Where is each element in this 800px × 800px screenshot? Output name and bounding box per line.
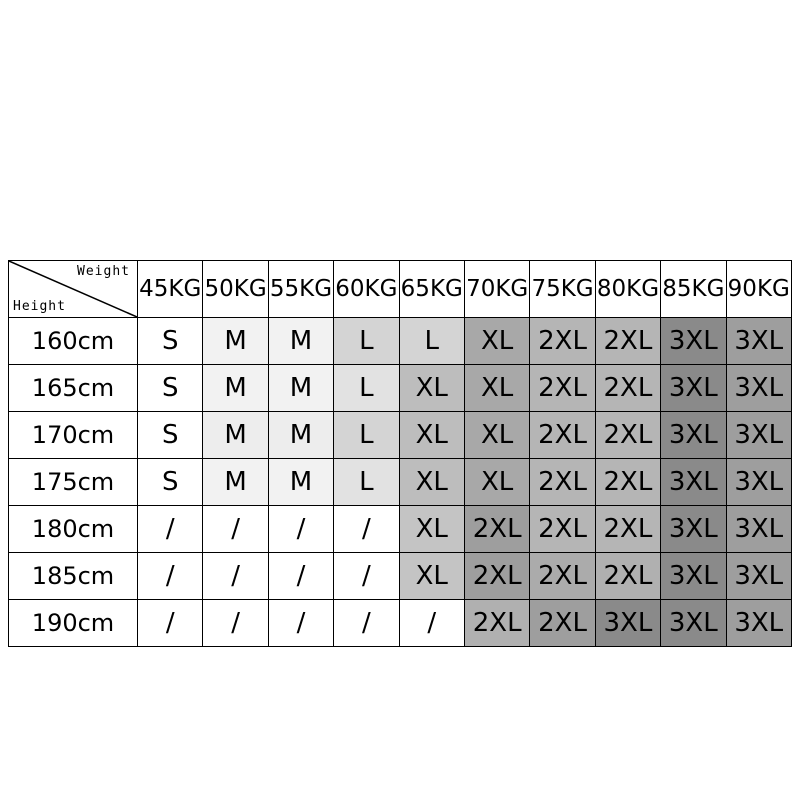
cell-160cm-90kg: 3XL [726,318,791,365]
cell-175cm-50kg: M [203,459,268,506]
table-row [9,459,792,506]
cell-170cm-90kg: 3XL [726,412,791,459]
column-header-75kg: 75KG [530,261,595,318]
cell-190cm-85kg: 3XL [661,600,726,647]
table-row [9,553,792,600]
column-header-60kg: 60KG [334,261,399,318]
cell-180cm-90kg: 3XL [726,506,791,553]
cell-185cm-75kg: 2XL [530,553,595,600]
corner-cell [9,261,138,318]
cell-185cm-90kg: 3XL [726,553,791,600]
cell-160cm-50kg: M [203,318,268,365]
cell-185cm-80kg: 2XL [595,553,660,600]
table-row [9,506,792,553]
cell-170cm-75kg: 2XL [530,412,595,459]
cell-165cm-50kg: M [203,365,268,412]
cell-175cm-55kg: M [268,459,333,506]
row-header-180cm: 180cm [9,506,138,553]
cell-190cm-55kg: / [268,600,333,647]
cell-160cm-65kg: L [399,318,464,365]
column-header-85kg: 85KG [661,261,726,318]
column-header-50kg: 50KG [203,261,268,318]
cell-185cm-60kg: / [334,553,399,600]
column-header-65kg: 65KG [399,261,464,318]
weight-axis-label: Weight [77,264,130,279]
cell-190cm-70kg: 2XL [464,600,529,647]
cell-160cm-70kg: XL [464,318,529,365]
cell-165cm-45kg: S [138,365,203,412]
cell-175cm-60kg: L [334,459,399,506]
cell-180cm-55kg: / [268,506,333,553]
column-header-45kg: 45KG [138,261,203,318]
table-body [9,318,792,647]
cell-185cm-55kg: / [268,553,333,600]
cell-190cm-90kg: 3XL [726,600,791,647]
cell-190cm-75kg: 2XL [530,600,595,647]
cell-185cm-50kg: / [203,553,268,600]
cell-165cm-70kg: XL [464,365,529,412]
cell-180cm-65kg: XL [399,506,464,553]
row-header-175cm: 175cm [9,459,138,506]
table-header [9,261,792,318]
cell-165cm-60kg: L [334,365,399,412]
cell-170cm-60kg: L [334,412,399,459]
cell-170cm-55kg: M [268,412,333,459]
cell-165cm-80kg: 2XL [595,365,660,412]
height-axis-label: Height [13,299,66,314]
cell-190cm-50kg: / [203,600,268,647]
cell-185cm-65kg: XL [399,553,464,600]
cell-175cm-90kg: 3XL [726,459,791,506]
table-row [9,600,792,647]
cell-175cm-45kg: S [138,459,203,506]
column-header-55kg: 55KG [268,261,333,318]
cell-165cm-75kg: 2XL [530,365,595,412]
cell-180cm-60kg: / [334,506,399,553]
size-chart-table [8,260,792,647]
cell-190cm-45kg: / [138,600,203,647]
cell-170cm-70kg: XL [464,412,529,459]
column-header-80kg: 80KG [595,261,660,318]
column-header-90kg: 90KG [726,261,791,318]
cell-180cm-45kg: / [138,506,203,553]
size-chart-container [8,260,792,647]
cell-190cm-65kg: / [399,600,464,647]
cell-160cm-60kg: L [334,318,399,365]
cell-175cm-75kg: 2XL [530,459,595,506]
row-header-170cm: 170cm [9,412,138,459]
cell-180cm-80kg: 2XL [595,506,660,553]
cell-190cm-80kg: 3XL [595,600,660,647]
row-header-165cm: 165cm [9,365,138,412]
cell-160cm-55kg: M [268,318,333,365]
cell-165cm-65kg: XL [399,365,464,412]
cell-185cm-70kg: 2XL [464,553,529,600]
table-row [9,412,792,459]
cell-190cm-60kg: / [334,600,399,647]
cell-170cm-65kg: XL [399,412,464,459]
cell-170cm-50kg: M [203,412,268,459]
cell-180cm-85kg: 3XL [661,506,726,553]
row-header-160cm: 160cm [9,318,138,365]
cell-165cm-55kg: M [268,365,333,412]
cell-180cm-70kg: 2XL [464,506,529,553]
cell-170cm-45kg: S [138,412,203,459]
cell-175cm-85kg: 3XL [661,459,726,506]
cell-180cm-75kg: 2XL [530,506,595,553]
cell-170cm-80kg: 2XL [595,412,660,459]
cell-175cm-70kg: XL [464,459,529,506]
header-row [9,261,792,318]
column-header-70kg: 70KG [464,261,529,318]
cell-175cm-65kg: XL [399,459,464,506]
cell-165cm-90kg: 3XL [726,365,791,412]
table-row [9,318,792,365]
cell-175cm-80kg: 2XL [595,459,660,506]
cell-180cm-50kg: / [203,506,268,553]
row-header-185cm: 185cm [9,553,138,600]
table-row [9,365,792,412]
cell-160cm-85kg: 3XL [661,318,726,365]
cell-185cm-85kg: 3XL [661,553,726,600]
cell-160cm-80kg: 2XL [595,318,660,365]
cell-185cm-45kg: / [138,553,203,600]
cell-170cm-85kg: 3XL [661,412,726,459]
cell-160cm-75kg: 2XL [530,318,595,365]
cell-165cm-85kg: 3XL [661,365,726,412]
row-header-190cm: 190cm [9,600,138,647]
cell-160cm-45kg: S [138,318,203,365]
